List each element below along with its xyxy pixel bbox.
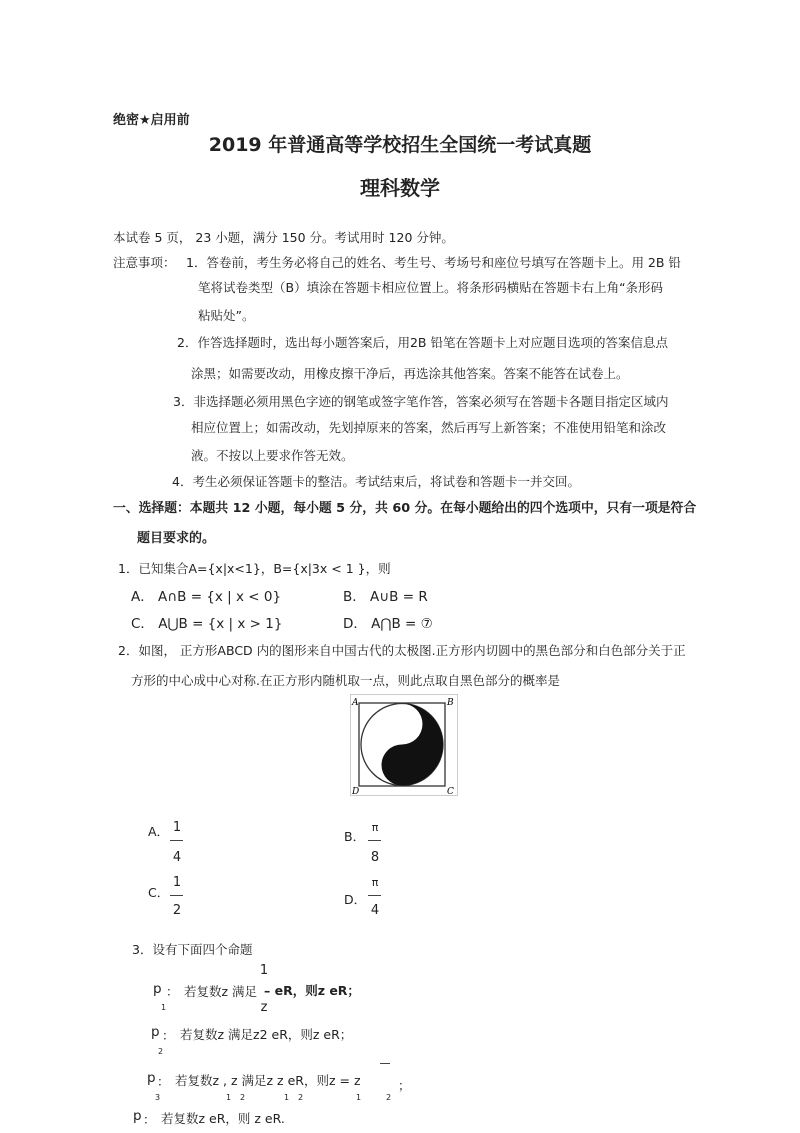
taiji-figure — [350, 694, 458, 796]
q3-p2-colon: ： — [162, 1028, 175, 1043]
q2-option-a-label: A． — [148, 824, 170, 839]
q2-option-d-bar — [368, 895, 381, 896]
q3-p3-sub-3: 1 — [284, 1093, 290, 1102]
q2-option-a-den: 4 — [172, 850, 182, 865]
q3-p3-tail: ； — [398, 1078, 411, 1093]
q3-p2-sub: 2 — [158, 1047, 164, 1056]
intro-text: 本试卷 5 页， 23 小题，满分 150 分。考试用时 120 分钟。 — [113, 230, 454, 245]
q3-p3-sub-5: 1 — [356, 1093, 362, 1102]
section-1-heading-cont: 题目要求的。 — [137, 531, 216, 546]
q2-option-c-den: 2 — [172, 903, 182, 918]
q3-p1-colon: ： — [166, 984, 179, 999]
note-1-line-2: 笔将试卷类型（B）填涂在答题卡相应位置上。将条形码横贴在答题卡右上角“条形码 — [198, 280, 664, 295]
q1-stem: 1．已知集合A={x|x<1}，B={x|3x < 1 }，则 — [118, 561, 391, 576]
note-1-line-1: 1．答卷前，考生务必将自己的姓名、考生号、考场号和座位号填写在答题卡上。用 2B 铅 — [186, 255, 681, 270]
vertex-b: B — [447, 698, 454, 708]
q2-stem-line-1: 2．如图， 正方形ABCD 内的图形来自中国古代的太极图.正方形内切圆中的黑色部分和白色部分关于正 — [118, 643, 686, 658]
q3-p3-sub-1: 1 — [226, 1093, 232, 1102]
q3-p2-text: 若复数z 满足z2 eR，则z eR； — [180, 1027, 353, 1042]
notes-label: 注意事项： — [113, 255, 176, 270]
note-4-line-1: 4．考生必须保证答题卡的整洁。考试结束后，将试卷和答题卡一并交回。 — [172, 474, 580, 489]
q3-p3-text: 若复数z , z 满足z z eR，则z = z — [175, 1073, 361, 1088]
q3-p2-symbol: p — [151, 1024, 160, 1040]
note-3-line-2: 相应位置上；如需改动，先划掉原来的答案，然后再写上新答案；不准使用铅笔和涂改 — [191, 420, 667, 435]
q3-p3-colon: ： — [157, 1074, 170, 1089]
q3-stem: 3．设有下面四个命题 — [132, 942, 253, 957]
q3-p3-sub: 3 — [155, 1093, 161, 1102]
q2-option-d-label: D． — [344, 892, 367, 907]
paper-title: 2019 年普通高等学校招生全国统一考试真题 — [208, 134, 592, 156]
vertex-d: D — [352, 787, 360, 796]
q3-p1-symbol: p — [153, 981, 162, 997]
vertex-a: A — [352, 698, 359, 708]
q3-p1-num: 1 — [259, 963, 269, 978]
q1-option-c: C． A⋃B = {x | x > 1} — [131, 616, 283, 632]
q2-option-a-num: 1 — [172, 820, 182, 835]
q3-p1-den: z — [260, 1000, 268, 1015]
q1-option-b: B． A∪B = R — [343, 589, 428, 605]
q1-option-d: D． A⋂B = ⑦ — [343, 616, 433, 632]
q3-p4-colon: ： — [143, 1112, 156, 1127]
q2-option-d-num: π — [371, 876, 379, 889]
q2-option-b-bar — [368, 840, 381, 841]
q2-option-a-bar — [170, 840, 183, 841]
q3-p3-sub-4: 2 — [298, 1093, 304, 1102]
taiji-symbol — [361, 704, 443, 786]
vertex-c: C — [447, 787, 454, 796]
q3-p3-sub-2: 2 — [240, 1093, 246, 1102]
q2-option-b-num: π — [371, 821, 379, 834]
q3-p3-conj-bar — [380, 1063, 390, 1064]
q2-option-c-num: 1 — [172, 875, 182, 890]
paper-subtitle: 理科数学 — [360, 176, 440, 200]
q3-p1-rest: – eR，则z eR； — [264, 983, 360, 998]
section-1-heading: 一、选择题：本题共 12 小题，每小题 5 分，共 60 分。在每小题给出的四个选项中，只有一项是符合 — [113, 501, 697, 516]
q3-p4-text: 若复数z eR，则 z eR. — [161, 1111, 285, 1126]
q3-p3-sub-6: 2 — [386, 1093, 392, 1102]
secret-label: 绝密★启用前 — [113, 113, 190, 128]
q2-stem-line-2: 方形的中心成中心对称.在正方形内随机取一点，则此点取自黑色部分的概率是 — [131, 673, 560, 688]
q3-p3-symbol: p — [147, 1070, 156, 1086]
q2-option-b-label: B． — [344, 829, 366, 844]
q1-option-a: A． A∩B = {x | x < 0} — [131, 589, 282, 605]
note-1-line-3: 粘贴处”。 — [198, 308, 255, 323]
q2-option-c-label: C． — [148, 885, 170, 900]
q3-p1-text: 若复数z 满足 — [184, 984, 258, 999]
q2-option-d-den: 4 — [370, 903, 380, 918]
q3-p1-sub: 1 — [161, 1003, 167, 1012]
q2-option-c-bar — [170, 895, 183, 896]
note-2-line-1: 2．作答选择题时，选出每小题答案后，用2B 铅笔在答题卡上对应题目选项的答案信息点 — [177, 335, 668, 350]
q2-option-b-den: 8 — [370, 850, 380, 865]
note-3-line-1: 3．非选择题必须用黑色字迹的钢笔或签字笔作答，答案必须写在答题卡各题目指定区域内 — [173, 394, 669, 409]
note-2-line-2: 涂黑；如需要改动，用橡皮擦干净后，再选涂其他答案。答案不能答在试卷上。 — [191, 366, 629, 381]
q3-p4-symbol: p — [133, 1108, 142, 1124]
note-3-line-3: 液。不按以上要求作答无效。 — [191, 448, 354, 463]
